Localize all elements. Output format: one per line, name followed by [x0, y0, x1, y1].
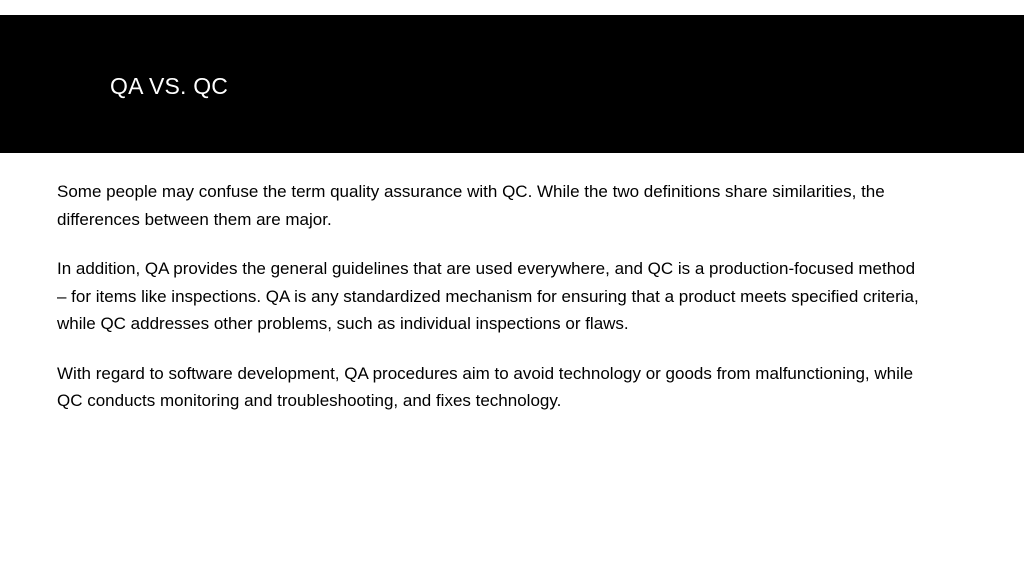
slide-title: QA VS. QC	[110, 73, 229, 99]
paragraph-2: In addition, QA provides the general guidelines that are used everywhere, and QC is a production-focused method – for items like inspections. QA is any standardized mechanism for ensuring that a product meets specified criteria, while QC addresses other problems, such as individual inspections or flaws.	[57, 259, 919, 333]
slide-body	[57, 178, 927, 415]
paragraph-1: Some people may confuse the term quality assurance with QC. While the two definitions share similarities, the differences between them are major.	[57, 182, 885, 229]
paragraph-3: With regard to software development, QA procedures aim to avoid technology or goods from malfunctioning, while QC conducts monitoring and troubleshooting, and fixes technology.	[57, 363, 914, 410]
